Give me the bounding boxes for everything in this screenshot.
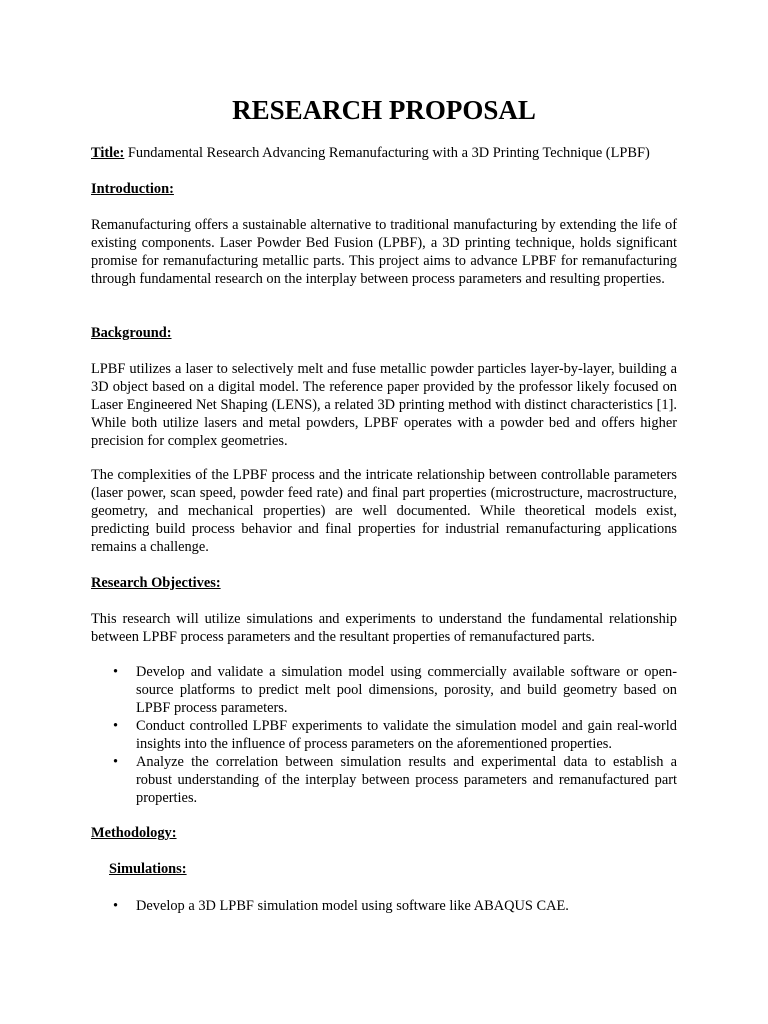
bullet-icon: • <box>113 898 119 914</box>
methodology-heading: Methodology: <box>91 825 177 841</box>
simulations-list <box>91 897 677 915</box>
objectives-list <box>91 663 677 807</box>
background-paragraph-1: LPBF utilizes a laser to selectively melt and fuse metallic powder particles layer-by-layer, building a 3D object based on a digital model. The reference paper provided by the professor likely focused on Laser Engineered Net Shaping (LENS), a related 3D printing method with distinct characteristics [1]. While both utilize lasers and metal powders, LPBF operates with a powder bed and offers higher precision for complex geometries. <box>91 361 677 449</box>
list-item-text: Develop a 3D LPBF simulation model using software like ABAQUS CAE. <box>136 898 569 914</box>
list-item <box>91 753 677 807</box>
page-title: RESEARCH PROPOSAL <box>232 95 536 125</box>
background-paragraph-2: The complexities of the LPBF process and the intricate relationship between controllable parameters (laser power, scan speed, powder feed rate) and final part properties (microstructure, macrostructure, geometry, and mechanical properties) are well documented. While theoretical models exist, predicting build process behavior and final properties for industrial remanufacturing applications remains a challenge. <box>91 467 677 555</box>
list-item <box>91 663 677 717</box>
research-objectives-paragraph: This research will utilize simulations and experiments to understand the fundamental relationship between LPBF process parameters and the resultant properties of remanufactured parts. <box>91 611 677 645</box>
list-item-text: Develop and validate a simulation model using commercially available software or open-source platforms to predict melt pool dimensions, porosity, and build geometry based on LPBF process parameters. <box>136 664 677 716</box>
title-text: Fundamental Research Advancing Remanufacturing with a 3D Printing Technique (LPBF) <box>124 145 650 161</box>
list-item-text: Analyze the correlation between simulation results and experimental data to establish a robust understanding of the interplay between process parameters and remanufactured part properties. <box>136 754 677 806</box>
introduction-heading: Introduction: <box>91 181 174 197</box>
research-objectives-heading: Research Objectives: <box>91 575 221 591</box>
simulations-heading: Simulations: <box>109 861 187 877</box>
list-item <box>91 897 677 915</box>
introduction-paragraph: Remanufacturing offers a sustainable alternative to traditional manufacturing by extending the life of existing components. Laser Powder Bed Fusion (LPBF), a 3D printing technique, holds significant promise for remanufacturing metallic parts. This project aims to advance LPBF for remanufacturing through fundamental research on the interplay between process parameters and resulting properties. <box>91 217 677 287</box>
list-item <box>91 717 677 753</box>
bullet-icon: • <box>113 754 119 770</box>
title-label: Title: <box>91 145 125 161</box>
bullet-icon: • <box>113 664 119 680</box>
title-line <box>91 144 677 162</box>
background-heading: Background: <box>91 325 172 341</box>
list-item-text: Conduct controlled LPBF experiments to validate the simulation model and gain real-world insights into the influence of process parameters on the aforementioned properties. <box>136 718 677 752</box>
bullet-icon: • <box>113 718 119 734</box>
